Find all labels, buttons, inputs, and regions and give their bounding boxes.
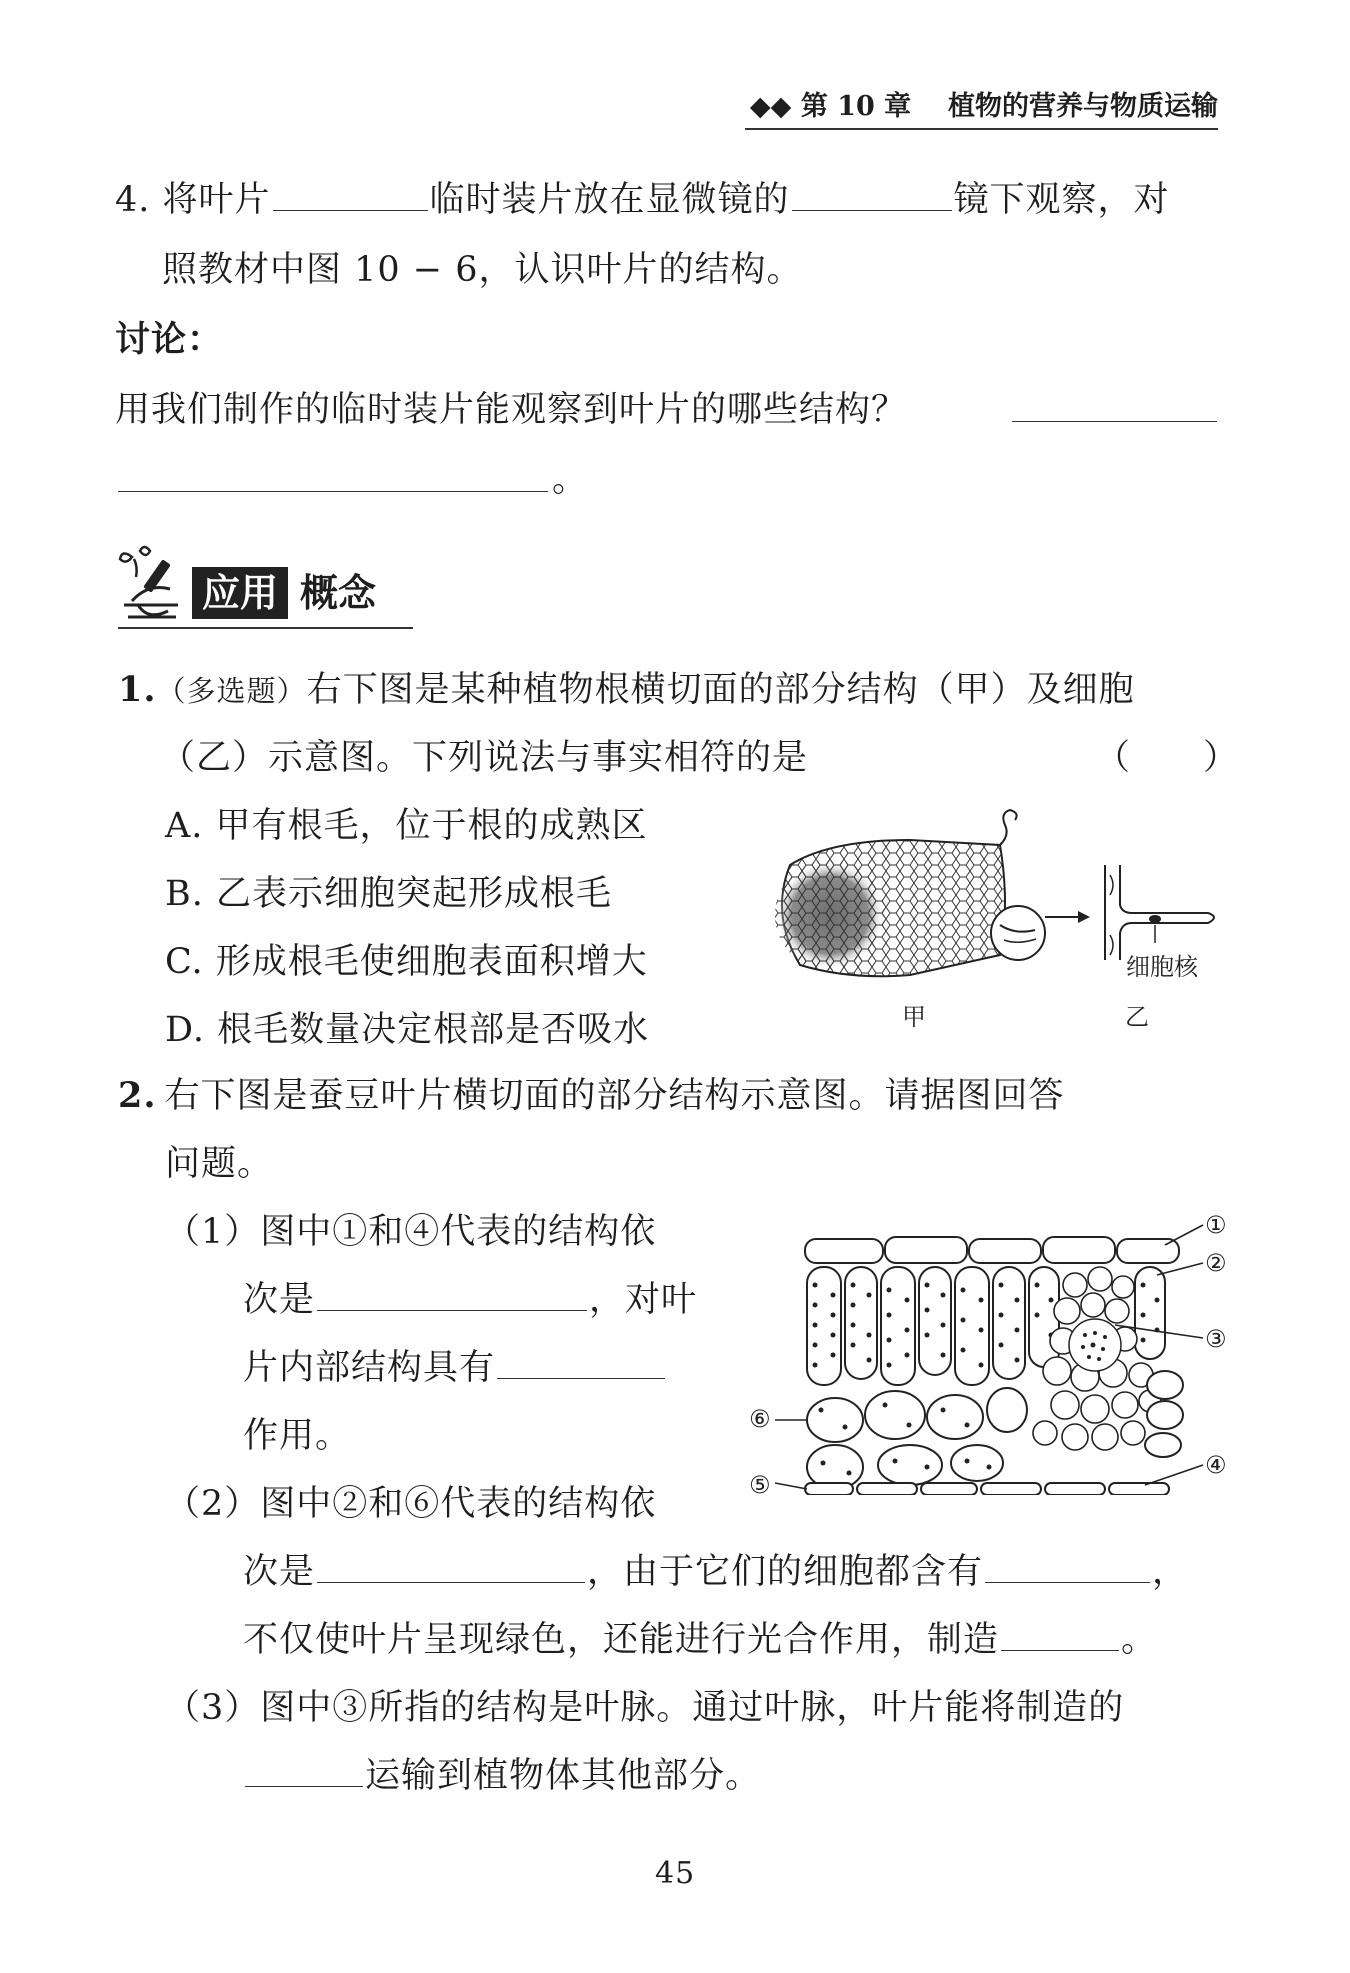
blank-q2-5[interactable] <box>1001 1621 1119 1651</box>
q1-option-d: D. 根毛数量决定根部是否吸水 <box>165 1010 650 1050</box>
upper-epidermis <box>805 1237 1179 1263</box>
blank-q2-3[interactable] <box>317 1553 585 1583</box>
blank-q2-6[interactable] <box>245 1757 363 1787</box>
blank-discussion-1[interactable] <box>1012 420 1217 422</box>
q1-line2: （乙）示意图。下列说法与事实相符的是 <box>160 738 809 778</box>
q2-line1: 2. 右下图是蚕豆叶片横切面的部分结构示意图。请据图回答 <box>118 1075 1065 1116</box>
label-4: ④ <box>1205 1451 1227 1479</box>
label-nucleus: 细胞核 <box>1126 953 1198 981</box>
q1-answer-paren[interactable]: （ ） <box>1095 738 1240 778</box>
chapter-header <box>750 90 1218 124</box>
blank-q2-4[interactable] <box>985 1553 1150 1583</box>
q2-sub2-line2: 次是 ，由于它们的细胞都含有 ， <box>243 1552 1189 1592</box>
q2-sub1-line3: 片内部结构具有 <box>243 1346 667 1390</box>
label-3: ③ <box>1205 1325 1227 1353</box>
q2-line2: 问题。 <box>165 1144 274 1184</box>
root-cross-section-figure <box>760 805 1230 1035</box>
label-2: ② <box>1205 1249 1227 1277</box>
q1-number: 1. <box>118 669 157 710</box>
step4-line1: 4. 将叶片 临时装片放在显微镜的 镜下观察，对 <box>115 180 1170 220</box>
q2-sub1-line4: 作用。 <box>243 1416 352 1456</box>
q2-sub3-line2: 运输到植物体其他部分。 <box>243 1754 761 1798</box>
header-rule <box>745 128 1218 130</box>
label-6: ⑥ <box>749 1405 771 1433</box>
section-title-rest: 概念 <box>300 571 377 615</box>
label-5: ⑤ <box>749 1471 771 1495</box>
blank-discussion-2[interactable] <box>118 490 548 492</box>
label-yi: 乙 <box>1125 1003 1149 1031</box>
q2-sub3-line1: （3）图中③所指的结构是叶脉。通过叶脉，叶片能将制造的 <box>165 1688 1125 1728</box>
section-rule <box>118 627 413 629</box>
discussion-heading: 讨论： <box>115 320 224 360</box>
discussion-question: 用我们制作的临时装片能观察到叶片的哪些结构？ <box>115 390 908 430</box>
q2-sub1-line2: 次是 ，对叶 <box>243 1280 698 1320</box>
diamond-icon: ◆◆ <box>749 91 792 122</box>
root-diagram-jia <box>775 810 1090 976</box>
label-jia: 甲 <box>902 1003 926 1031</box>
section-title-box: 应用 <box>192 567 288 619</box>
q1-tag: （多选题） <box>156 674 307 708</box>
blank-q2-1[interactable] <box>317 1281 587 1311</box>
cell-diagram-yi <box>1105 865 1214 960</box>
q1-option-b: B. 乙表示细胞突起形成根毛 <box>165 874 612 914</box>
blank-q2-2[interactable] <box>497 1349 665 1379</box>
page-number: 45 <box>655 1856 696 1891</box>
label-1: ① <box>1205 1211 1227 1239</box>
q2-sub2-line3: 不仅使叶片呈现绿色，还能进行光合作用，制造 。 <box>243 1620 1158 1660</box>
q2-number: 2. <box>118 1075 157 1116</box>
discussion-end: 。 <box>552 460 589 500</box>
q2-sub1-line1: （1）图中①和④代表的结构依 <box>165 1212 657 1252</box>
lower-epidermis <box>805 1483 1169 1495</box>
leaf-cross-section-figure <box>745 1205 1235 1495</box>
q2-sub2-line1: （2）图中②和⑥代表的结构依 <box>165 1484 657 1524</box>
q1-option-c: C. 形成根毛使细胞表面积增大 <box>165 942 648 982</box>
microscope-plant-icon <box>118 545 190 623</box>
chapter-number: 第 10 章 <box>800 91 912 122</box>
blank-step4-1[interactable] <box>273 181 428 211</box>
step4-line2: 照教材中图 10 − 6，认识叶片的结构。 <box>162 250 803 290</box>
q1-line1: 1.（多选题）右下图是某种植物根横切面的部分结构（甲）及细胞 <box>118 669 1135 710</box>
chapter-title: 植物的营养与物质运输 <box>948 91 1218 122</box>
blank-step4-2[interactable] <box>792 181 952 211</box>
q1-option-a: A. 甲有根毛，位于根的成熟区 <box>165 806 648 846</box>
